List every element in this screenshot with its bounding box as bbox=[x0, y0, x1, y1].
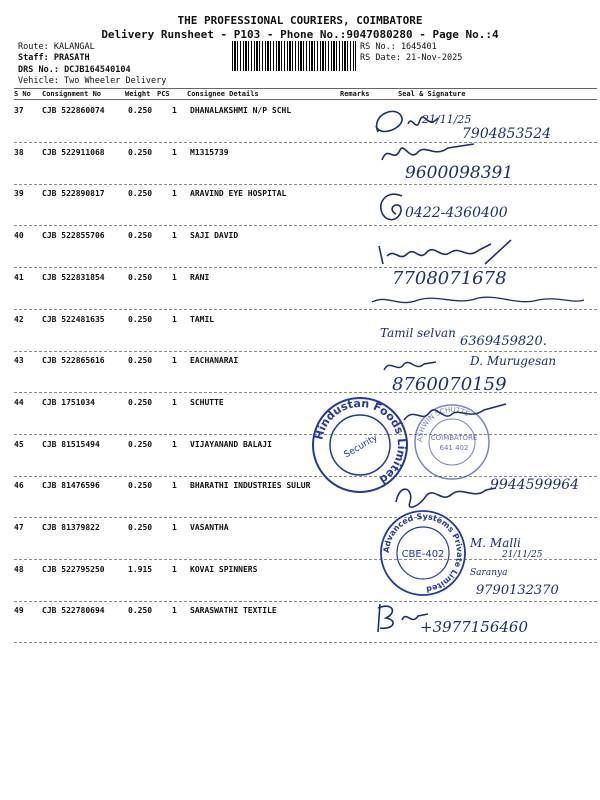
header-bottom-rule bbox=[14, 99, 597, 100]
signature-40 bbox=[375, 238, 515, 268]
row-sno: 46 bbox=[14, 481, 24, 490]
row-divider bbox=[14, 642, 597, 643]
handwritten-phone-49: +3977156460 bbox=[420, 618, 529, 636]
row-pcs: 1 bbox=[172, 481, 177, 490]
staff: Staff: PRASATH bbox=[18, 53, 90, 63]
row-consignee: ARAVIND EYE HOSPITAL bbox=[190, 189, 287, 198]
row-sno: 41 bbox=[14, 273, 24, 282]
col-consignee: Consignee Details bbox=[187, 90, 259, 98]
hindustan-center-text: Security bbox=[342, 433, 380, 461]
handwritten-phone-43: 8760070159 bbox=[392, 374, 507, 395]
row-sno: 38 bbox=[14, 148, 24, 157]
drs-number: DRS No.: DCJB164540104 bbox=[18, 65, 131, 75]
row-pcs: 1 bbox=[172, 315, 177, 324]
company-title: THE PROFESSIONAL COURIERS, COIMBATORE bbox=[177, 14, 423, 27]
handwritten-name-43: D. Murugesan bbox=[470, 354, 557, 368]
advanced-ring-text: Advanced Systems Private Limited bbox=[381, 511, 465, 594]
row-weight: 0.250 bbox=[128, 189, 153, 198]
row-sno: 42 bbox=[14, 315, 24, 324]
col-pcs: PCS bbox=[157, 90, 170, 98]
col-consignment: Consignment No bbox=[42, 90, 102, 98]
row-divider bbox=[14, 601, 597, 602]
row-consignment: CJB 522795250 bbox=[42, 565, 105, 574]
row-consignee: SARASWATHI TEXTILE bbox=[190, 606, 277, 615]
row-weight: 0.250 bbox=[128, 481, 153, 490]
row-weight: 0.250 bbox=[128, 273, 153, 282]
schutte-ring-text: ASHWIN SCHUTTE bbox=[415, 405, 471, 443]
row-pcs: 1 bbox=[172, 231, 177, 240]
route: Route: KALANGAL bbox=[18, 42, 95, 52]
row-consignment: CJB 81515494 bbox=[42, 440, 100, 449]
header-top-rule bbox=[14, 88, 597, 89]
row-consignment: CJB 522860074 bbox=[42, 106, 105, 115]
row-consignee: BHARATHI INDUSTRIES SULUR bbox=[190, 481, 311, 490]
barcode bbox=[232, 41, 356, 71]
row-sno: 39 bbox=[14, 189, 24, 198]
signature-44 bbox=[400, 400, 510, 430]
row-weight: 0.250 bbox=[128, 106, 153, 115]
row-sno: 43 bbox=[14, 356, 24, 365]
advanced-systems-stamp bbox=[378, 508, 468, 598]
advanced-center-text: CBE-402 bbox=[401, 549, 445, 560]
row-divider bbox=[14, 392, 597, 393]
handwritten-name-48: Saranya bbox=[470, 568, 508, 578]
row-consignee: RANI bbox=[190, 273, 210, 282]
row-weight: 0.250 bbox=[128, 315, 153, 324]
handwritten-phone-42: 6369459820. bbox=[460, 334, 547, 349]
hindustan-ring-text: Hindustan Foods Limited bbox=[312, 396, 409, 487]
row-pcs: 1 bbox=[172, 106, 177, 115]
row-consignment: CJB 81476596 bbox=[42, 481, 100, 490]
row-divider bbox=[14, 184, 597, 185]
row-pcs: 1 bbox=[172, 440, 177, 449]
row-sno: 49 bbox=[14, 606, 24, 615]
handwritten-phone-48: 9790132370 bbox=[476, 583, 559, 598]
col-weight: Weight bbox=[125, 90, 151, 98]
handwritten-name-42: Tamil selvan bbox=[380, 326, 456, 340]
handwritten-phone-46: 9944599964 bbox=[490, 477, 580, 493]
row-consignee: VIJAYANAND BALAJI bbox=[190, 440, 272, 449]
row-consignment: CJB 522780694 bbox=[42, 606, 105, 615]
vehicle: Vehicle: Two Wheeler Delivery bbox=[18, 76, 167, 86]
row-sno: 48 bbox=[14, 565, 24, 574]
row-consignment: CJB 81379822 bbox=[42, 523, 100, 532]
row-consignment: CJB 522855706 bbox=[42, 231, 105, 240]
row-weight: 0.250 bbox=[128, 440, 153, 449]
row-consignment: CJB 522890817 bbox=[42, 189, 105, 198]
row-sno: 37 bbox=[14, 106, 24, 115]
row-sno: 45 bbox=[14, 440, 24, 449]
handwritten-phone-39: 0422-4360400 bbox=[405, 205, 508, 221]
row-weight: 0.250 bbox=[128, 148, 153, 157]
row-pcs: 1 bbox=[172, 606, 177, 615]
row-divider bbox=[14, 225, 597, 226]
row-consignment: CJB 522911068 bbox=[42, 148, 105, 157]
row-consignee: SAJI DAVID bbox=[190, 231, 239, 240]
rs-number: RS No.: 1645401 bbox=[360, 42, 437, 52]
runsheet-subtitle: Delivery Runsheet - P103 - Phone No.:9047080280 - Page No.:4 bbox=[101, 28, 499, 41]
row-weight: 1.915 bbox=[128, 565, 153, 574]
row-pcs: 1 bbox=[172, 523, 177, 532]
row-sno: 47 bbox=[14, 523, 24, 532]
row-consignment: CJB 522831854 bbox=[42, 273, 105, 282]
handwritten-phone-37: 7904853524 bbox=[462, 126, 552, 142]
row-pcs: 1 bbox=[172, 356, 177, 365]
row-weight: 0.250 bbox=[128, 398, 153, 407]
row-weight: 0.250 bbox=[128, 356, 153, 365]
schutte-pin-text: 641 402 bbox=[439, 444, 469, 452]
row-pcs: 1 bbox=[172, 273, 177, 282]
row-weight: 0.250 bbox=[128, 231, 153, 240]
row-consignment: CJB 522865616 bbox=[42, 356, 105, 365]
row-consignee: DHANALAKSHMI N/P SCHL bbox=[190, 106, 292, 115]
handwritten-phone-41: 7708071678 bbox=[392, 268, 507, 289]
handwritten-name-47: M. Malli bbox=[470, 536, 521, 550]
row-pcs: 1 bbox=[172, 189, 177, 198]
row-pcs: 1 bbox=[172, 565, 177, 574]
row-consignment: CJB 1751034 bbox=[42, 398, 95, 407]
rs-date: RS Date: 21-Nov-2025 bbox=[360, 53, 463, 63]
row-pcs: 1 bbox=[172, 148, 177, 157]
row-sno: 40 bbox=[14, 231, 24, 240]
handwritten-date-37: 21/11/25 bbox=[422, 113, 472, 126]
row-consignee: VASANTHA bbox=[190, 523, 229, 532]
handwritten-phone-38: 9600098391 bbox=[405, 163, 514, 183]
row-divider bbox=[14, 142, 597, 143]
row-sno: 44 bbox=[14, 398, 24, 407]
row-consignee: SCHUTTE bbox=[190, 398, 224, 407]
row-consignee: M1315739 bbox=[190, 148, 229, 157]
row-divider bbox=[14, 517, 597, 518]
row-divider bbox=[14, 351, 597, 352]
schutte-city-text: COIMBATORE bbox=[430, 434, 478, 442]
signature-43 bbox=[380, 356, 440, 376]
handwritten-date-47: 21/11/25 bbox=[502, 550, 543, 560]
signature-41 bbox=[368, 292, 588, 310]
col-sno: S No bbox=[14, 90, 31, 98]
row-consignee: TAMIL bbox=[190, 315, 215, 324]
row-consignee: KOVAI SPINNERS bbox=[190, 565, 258, 574]
row-consignment: CJB 522481635 bbox=[42, 315, 105, 324]
col-remarks: Remarks bbox=[340, 90, 370, 98]
col-seal: Seal & Signature bbox=[398, 90, 466, 98]
row-weight: 0.250 bbox=[128, 523, 153, 532]
row-weight: 0.250 bbox=[128, 606, 153, 615]
row-pcs: 1 bbox=[172, 398, 177, 407]
row-consignee: EACHANARAI bbox=[190, 356, 239, 365]
